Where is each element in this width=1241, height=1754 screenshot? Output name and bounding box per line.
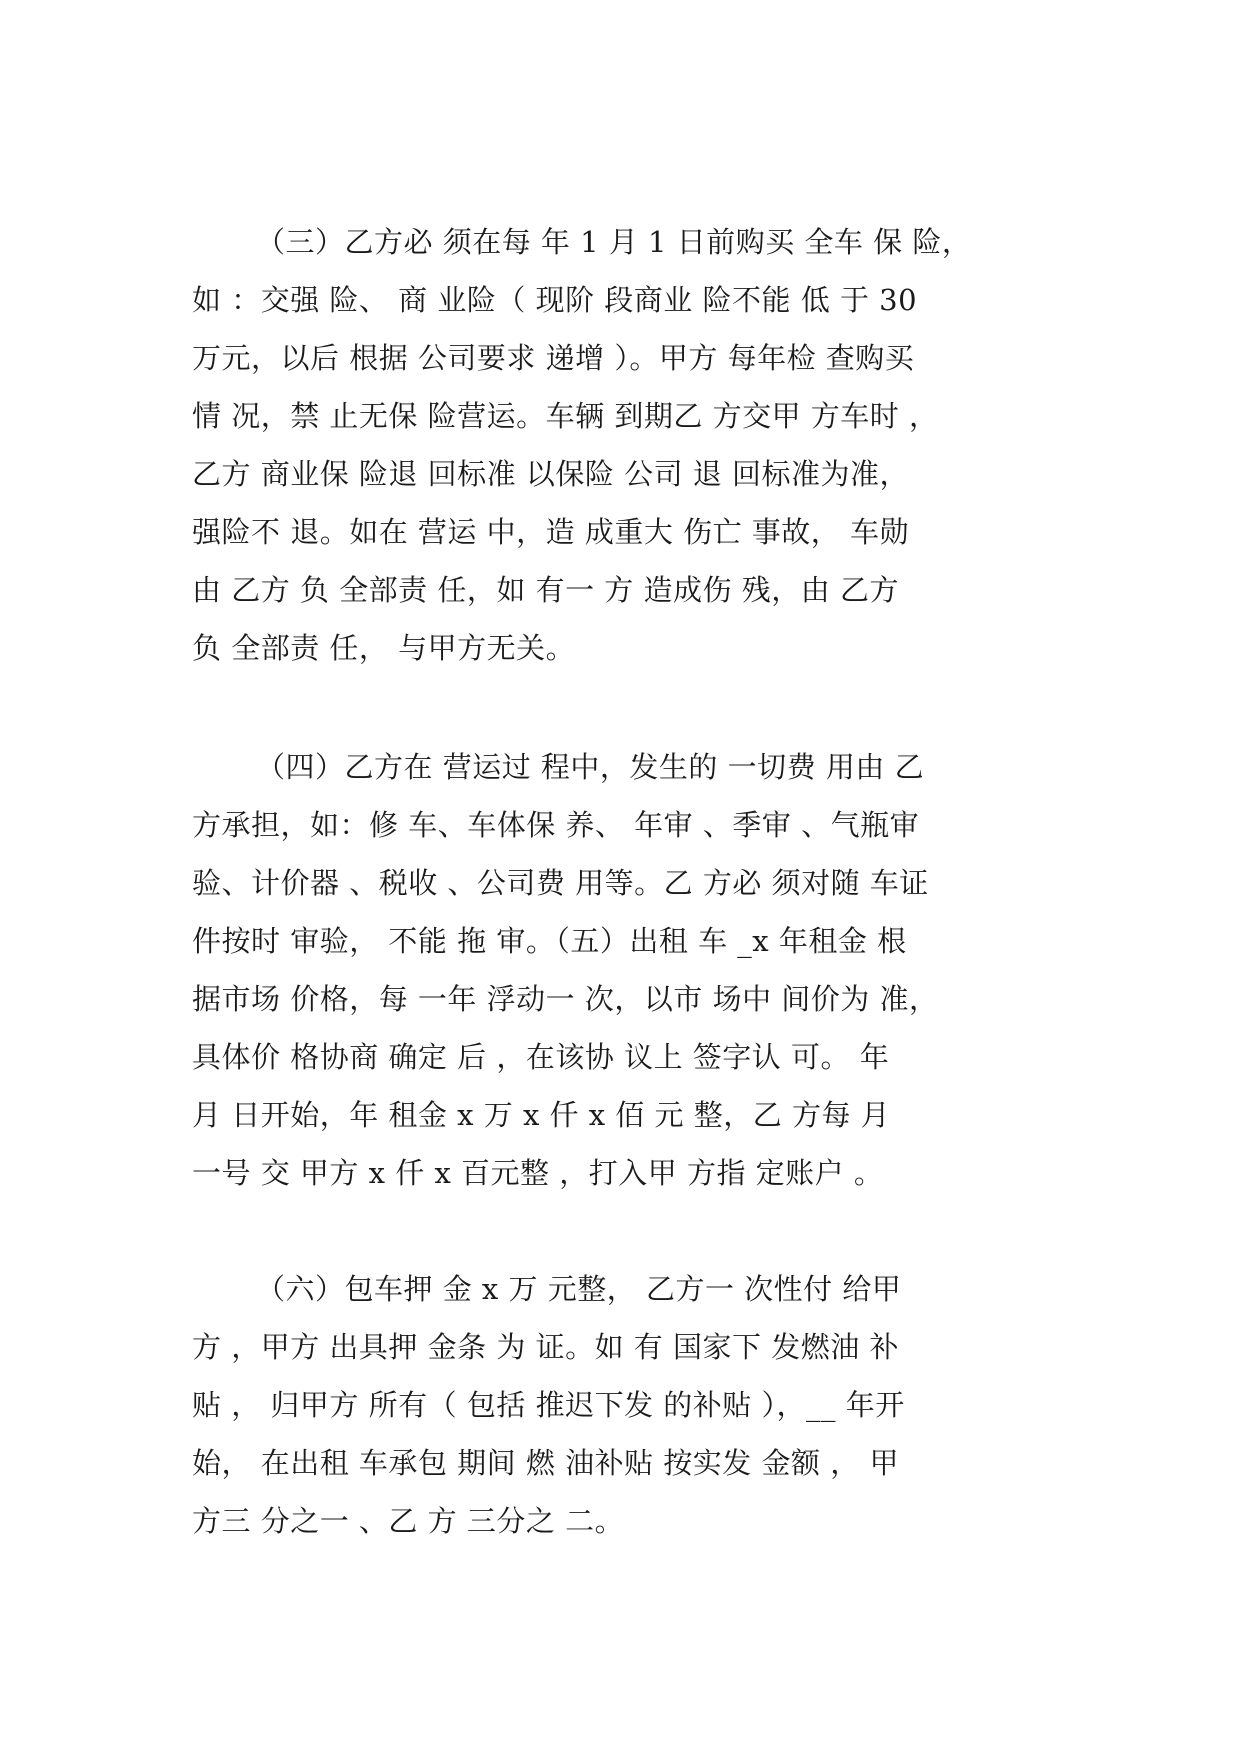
text-line: 强险不 退。如在 营运 中，造 成重大 伤亡 事故， 车勋 (192, 515, 910, 549)
text-line: 验、计价器 、税收 、公司费 用等。乙 方必 须对随 车证 (192, 866, 929, 900)
text-line: 一号 交 甲方 x 仟 x 百元整 ，打入甲 方指 定账户 。 (192, 1156, 884, 1190)
text-line: 件按时 审验， 不能 拖 审。（五）出租 车 _x 年租金 根 (192, 924, 907, 958)
text-line: 负 全部责 任， 与甲方无关。 (192, 631, 576, 665)
text-line: （三）乙方必 须在每 年 1 月 1 日前购买 全车 保 险， (256, 225, 972, 259)
text-line: 月 日开始，年 租金 x 万 x 仟 x 佰 元 整，乙 方每 月 (192, 1098, 891, 1132)
text-line: 情 况，禁 止无保 险营运。车辆 到期乙 方交甲 方车时 ， (192, 399, 939, 433)
text-line: 方 ，甲方 出具押 金条 为 证。如 有 国家下 发燃油 补 (192, 1330, 899, 1364)
text-line: 方承担，如：修 车、车体保 养、 年审 、季审 、气瓶审 (192, 808, 920, 842)
text-line: 方三 分之一 、乙 方 三分之 二。 (192, 1504, 625, 1538)
text-line: 乙方 商业保 险退 回标准 以保险 公司 退 回标准为准， (192, 457, 910, 491)
text-line: 具体价 格协商 确定 后 ，在该协 议上 签字认 可。 年 (192, 1040, 890, 1074)
text-line: 始， 在出租 车承包 期间 燃 油补贴 按实发 金额 ， 甲 (192, 1446, 899, 1480)
text-line: 如 ：交强 险、 商 业险（ 现阶 段商业 险不能 低 于 30 (192, 283, 918, 317)
text-line: （六）包车押 金 x 万 元整， 乙方一 次性付 给甲 (256, 1272, 902, 1306)
text-line: （四）乙方在 营运过 程中，发生的 一切费 用由 乙 (256, 750, 925, 784)
text-line: 由 乙方 负 全部责 任，如 有一 方 造成伤 残，由 乙方 (192, 573, 899, 607)
text-line: 万元，以后 根据 公司要求 递增 ）。甲方 每年检 查购买 (192, 341, 915, 375)
text-line: 据市场 价格，每 一年 浮动一 次，以市 场中 间价为 准， (192, 982, 939, 1016)
text-line: 贴 ， 归甲方 所有（ 包括 推迟下发 的补贴 ），__ 年开 (192, 1388, 905, 1422)
